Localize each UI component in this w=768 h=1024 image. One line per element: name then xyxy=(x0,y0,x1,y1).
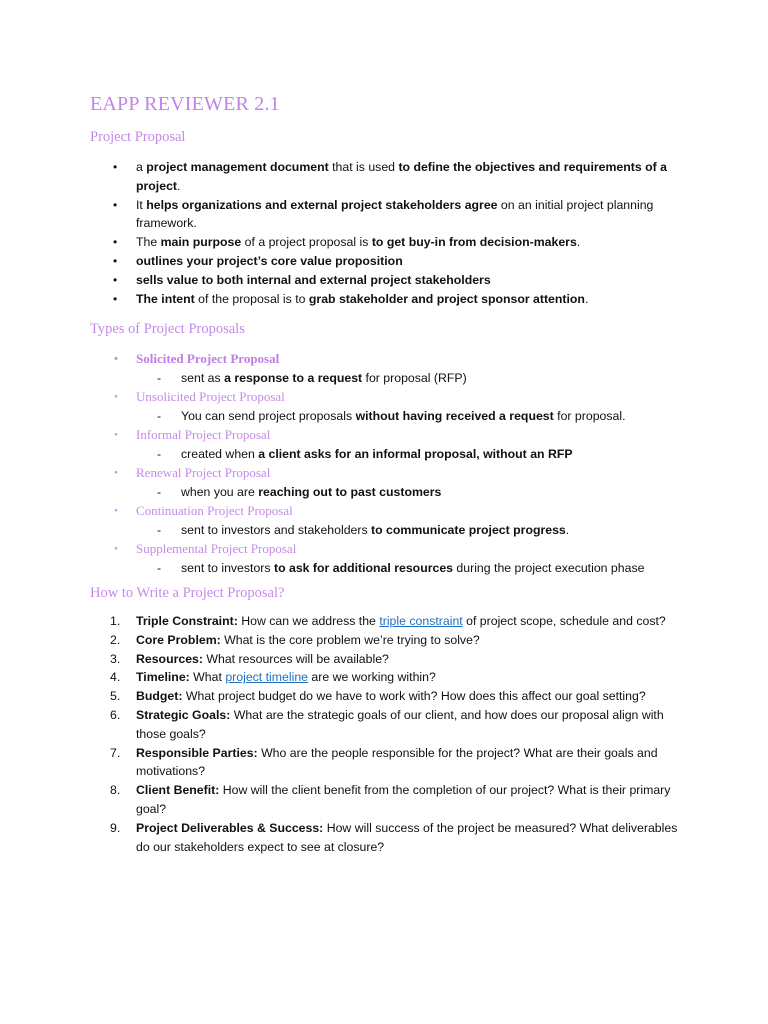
bullet-item xyxy=(0,196,676,234)
text-run: during the project execution phase xyxy=(453,561,645,575)
step-number: 1. xyxy=(110,614,121,628)
text-run: of the proposal is to xyxy=(194,291,309,306)
step-number: 6. xyxy=(110,707,121,722)
proposal-type-description xyxy=(0,445,768,464)
text-run: are we working within? xyxy=(308,670,436,685)
types-list xyxy=(0,350,768,578)
dash-marker: - xyxy=(157,485,162,499)
how-to-write-steps-list xyxy=(0,612,768,856)
project-proposal-bullet-list xyxy=(0,158,768,308)
bold-text-run: Core Problem: xyxy=(136,632,221,647)
step-number: 8. xyxy=(110,783,121,798)
proposal-type-description xyxy=(0,483,768,502)
bullet-item xyxy=(0,233,676,252)
numbered-step-item xyxy=(0,631,681,650)
bullet-marker: • xyxy=(113,272,118,287)
bold-text-run: Client Benefit: xyxy=(136,783,220,798)
bullet-item xyxy=(0,158,676,196)
bullet-marker: • xyxy=(114,429,118,441)
numbered-step-item xyxy=(0,650,681,669)
step-number: 2. xyxy=(110,632,121,647)
text-run: What is the core problem we’re trying to solve? xyxy=(220,632,480,647)
bullet-text xyxy=(136,196,676,234)
bullet-text xyxy=(136,233,676,252)
bullet-marker: • xyxy=(113,235,118,250)
bullet-marker: • xyxy=(114,467,118,479)
section-heading-how-to-write: How to Write a Project Proposal? xyxy=(90,585,285,601)
numbered-step-item xyxy=(0,612,681,631)
proposal-type-description xyxy=(0,521,768,540)
bold-text-run: sells value to both internal and external project stakeholders xyxy=(136,272,491,287)
bold-text-run: outlines your project’s core value proposition xyxy=(136,253,403,268)
bold-text-run: main purpose xyxy=(160,235,242,250)
bold-text-run: The intent xyxy=(136,291,195,306)
step-number: 9. xyxy=(110,820,121,835)
text-run: . xyxy=(177,178,181,193)
proposal-type-item xyxy=(0,388,768,407)
text-run: . xyxy=(584,291,589,306)
dash-marker: - xyxy=(157,561,162,575)
text-run: How can we address the xyxy=(237,614,380,628)
bullet-marker: • xyxy=(114,391,118,403)
bold-text-run: Resources: xyxy=(136,651,203,666)
bold-text-run: to communicate project progress xyxy=(371,523,566,537)
dash-marker: - xyxy=(157,523,162,537)
bold-text-run: a client asks for an informal proposal, without an RFP xyxy=(258,447,573,461)
proposal-type-item xyxy=(0,350,768,369)
numbered-step-item xyxy=(0,706,681,744)
bullet-text xyxy=(136,158,676,196)
step-text xyxy=(136,687,681,706)
numbered-step-item xyxy=(0,687,681,706)
text-run: What xyxy=(189,670,226,685)
bold-text-run: reaching out to past customers xyxy=(258,485,442,499)
proposal-type-item xyxy=(0,540,768,559)
step-text xyxy=(136,668,681,687)
text-run: sent to investors and stakeholders xyxy=(181,523,372,537)
proposal-type-name: Informal Project Proposal xyxy=(136,427,271,442)
bold-text-run: to get buy-in from decision-makers xyxy=(371,235,577,250)
text-run: created when xyxy=(181,447,259,461)
bullet-item xyxy=(0,290,676,309)
section-heading-project-proposal: Project Proposal xyxy=(90,129,186,145)
bold-text-run: Project Deliverables & Success: xyxy=(136,820,324,835)
text-run: a xyxy=(136,160,147,174)
bold-text-run: to define the objectives and requirements of a project xyxy=(136,160,667,193)
dash-marker: - xyxy=(157,371,162,385)
bullet-item xyxy=(0,271,676,290)
bold-text-run: Timeline: xyxy=(136,670,190,685)
proposal-type-description xyxy=(0,407,768,426)
text-run: sent as xyxy=(181,371,225,385)
step-number: 4. xyxy=(110,670,121,685)
section-heading-types: Types of Project Proposals xyxy=(90,321,245,337)
bold-text-run: to ask for additional resources xyxy=(273,561,454,575)
text-run: How will success of the project be measured? What deliverables do our stakeholders expect to see at closure? xyxy=(136,820,678,854)
step-text xyxy=(136,706,681,744)
proposal-type-item xyxy=(0,502,768,521)
text-run: sent to investors xyxy=(181,561,274,575)
bold-text-run: Strategic Goals: xyxy=(136,707,231,722)
proposal-type-item xyxy=(0,426,768,445)
inline-link[interactable]: project timeline xyxy=(225,670,309,685)
numbered-step-item xyxy=(0,744,681,782)
text-run: Who are the people responsible for the project? What are their goals and motivations? xyxy=(136,745,658,779)
step-number: 5. xyxy=(110,689,121,704)
bullet-text xyxy=(136,271,676,290)
text-run: of a project proposal is xyxy=(241,235,372,250)
bullet-marker: • xyxy=(113,160,118,174)
text-run: for proposal. xyxy=(553,409,626,423)
proposal-type-description xyxy=(0,559,768,578)
text-run: on an initial project planning framework. xyxy=(136,197,654,231)
bullet-item xyxy=(0,252,676,271)
text-run: What resources will be available? xyxy=(202,651,389,666)
dash-marker: - xyxy=(157,409,162,423)
proposal-type-name: Continuation Project Proposal xyxy=(136,503,293,518)
inline-link[interactable]: triple constraint xyxy=(379,614,463,628)
step-text xyxy=(136,781,681,819)
proposal-type-name: Solicited Project Proposal xyxy=(136,351,280,366)
step-text xyxy=(136,612,681,631)
text-run: It xyxy=(136,197,147,212)
bullet-marker: • xyxy=(114,353,118,365)
bullet-marker: • xyxy=(113,291,118,306)
numbered-step-item xyxy=(0,819,681,857)
bullet-marker: • xyxy=(113,197,118,212)
bullet-marker: • xyxy=(114,505,118,517)
step-number: 7. xyxy=(110,745,121,760)
bold-text-run: Budget: xyxy=(136,689,183,704)
text-run: when you are xyxy=(181,485,259,499)
numbered-step-item xyxy=(0,781,681,819)
step-text xyxy=(136,819,681,857)
text-run: What project budget do we have to work with? How does this affect our goal setting? xyxy=(182,689,646,704)
bold-text-run: without having received a request xyxy=(355,409,554,423)
text-run: What are the strategic goals of our client, and how does our proposal align with those goals? xyxy=(136,707,664,741)
bullet-text xyxy=(136,290,676,309)
text-run: . xyxy=(565,523,570,537)
proposal-type-name: Unsolicited Project Proposal xyxy=(136,389,285,404)
step-number: 3. xyxy=(110,651,121,666)
text-run: for proposal (RFP) xyxy=(362,371,467,385)
text-run: How will the client benefit from the completion of our project? What is their primary goal? xyxy=(136,783,671,816)
bold-text-run: project management document xyxy=(146,160,329,174)
bold-text-run: Responsible Parties: xyxy=(136,745,258,760)
text-run: The xyxy=(136,235,161,250)
step-text xyxy=(136,631,681,650)
bold-text-run: helps organizations and external project stakeholders agree xyxy=(146,197,498,212)
proposal-type-name: Renewal Project Proposal xyxy=(136,465,271,480)
proposal-type-item xyxy=(0,464,768,483)
bold-text-run: grab stakeholder and project sponsor attention xyxy=(308,291,585,306)
bold-text-run: a response to a request xyxy=(224,371,363,385)
text-run: that is used xyxy=(328,160,399,174)
dash-marker: - xyxy=(157,447,162,461)
text-run: . xyxy=(576,235,581,250)
proposal-type-description xyxy=(0,369,768,388)
bullet-text xyxy=(136,252,676,271)
proposal-type-name: Supplemental Project Proposal xyxy=(136,541,297,556)
bold-text-run: Triple Constraint: xyxy=(136,614,238,628)
text-run: You can send project proposals xyxy=(181,409,356,423)
text-run: of project scope, schedule and cost? xyxy=(462,614,666,628)
bullet-marker: • xyxy=(113,253,118,268)
step-text xyxy=(136,650,681,669)
document-title: EAPP REVIEWER 2.1 xyxy=(90,93,280,115)
numbered-step-item xyxy=(0,668,681,687)
bullet-marker: • xyxy=(114,543,118,555)
step-text xyxy=(136,744,681,782)
